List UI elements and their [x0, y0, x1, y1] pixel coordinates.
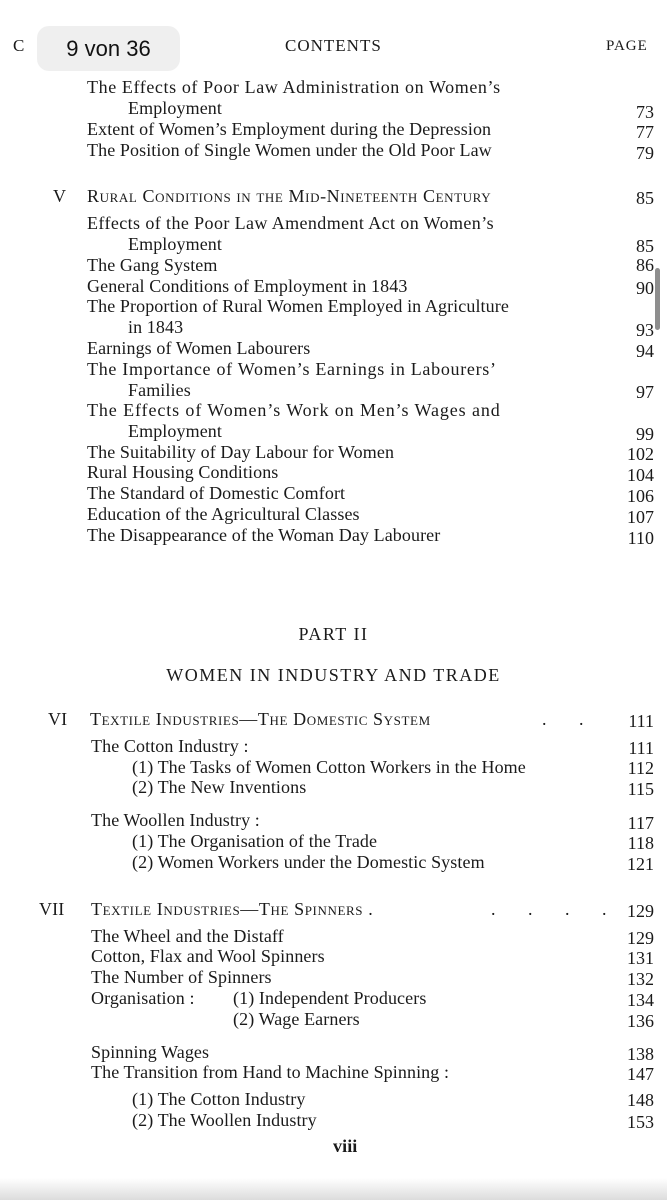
toc-page-number: 99 — [636, 424, 654, 444]
toc-page-number: 79 — [636, 143, 654, 163]
toc-page-number: 86 — [636, 255, 654, 275]
toc-page-number: 85 — [636, 236, 654, 256]
toc-page-number: 104 — [627, 465, 654, 485]
toc-entry[interactable]: (2) Wage Earners — [233, 1009, 360, 1029]
toc-entry[interactable]: in 1843 — [128, 317, 184, 337]
toc-entry[interactable]: The Effects of Women’s Work on Men’s Wages and — [87, 400, 501, 420]
toc-entry[interactable]: The Effects of Poor Law Administration on Women’s — [87, 77, 501, 97]
chapter-title[interactable]: Textile Industries—The Spinners . — [91, 899, 374, 919]
toc-page-number: 112 — [627, 758, 654, 778]
toc-entry[interactable]: The Proportion of Rural Women Employed in Agriculture — [87, 296, 509, 316]
toc-page-number: 97 — [636, 382, 654, 402]
chapter-title[interactable]: Textile Industries—The Domestic System — [90, 709, 431, 729]
bottom-edge — [0, 1178, 667, 1200]
toc-page-number: 147 — [627, 1064, 654, 1084]
toc-page-number: 121 — [627, 854, 654, 874]
toc-entry[interactable]: Organisation : — [91, 988, 195, 1008]
toc-page-number: 93 — [636, 320, 654, 340]
page-folio: viii — [333, 1136, 358, 1156]
toc-page-number: 102 — [627, 444, 654, 464]
toc-page-number: 129 — [627, 901, 654, 921]
toc-page-number: 136 — [627, 1011, 654, 1031]
toc-page-number: 107 — [627, 507, 654, 527]
chapter-number: VII — [39, 899, 65, 919]
toc-page-number: 148 — [627, 1090, 654, 1110]
toc-page-number: 94 — [636, 341, 654, 361]
toc-entry[interactable]: (1) The Cotton Industry — [132, 1089, 306, 1109]
toc-entry[interactable]: Employment — [128, 98, 222, 118]
toc-page-number: 106 — [627, 486, 654, 506]
toc-entry[interactable]: The Wheel and the Distaff — [91, 926, 284, 946]
toc-page-number: 85 — [636, 188, 654, 208]
toc-page-number: 90 — [636, 278, 654, 298]
toc-entry[interactable]: (1) The Tasks of Women Cotton Workers in the Home — [132, 757, 526, 777]
toc-entry[interactable]: The Transition from Hand to Machine Spinning : — [91, 1062, 450, 1082]
toc-page-number: 77 — [636, 122, 654, 142]
toc-entry[interactable]: The Gang System — [87, 255, 218, 275]
toc-page-number: 115 — [627, 779, 654, 799]
toc-entry[interactable]: Spinning Wages — [91, 1042, 210, 1062]
toc-entry[interactable]: Families — [128, 380, 191, 400]
toc-page-number: 153 — [627, 1112, 654, 1132]
toc-entry[interactable]: Rural Housing Conditions — [87, 462, 279, 482]
toc-entry[interactable]: Extent of Women’s Employment during the Depression — [87, 119, 492, 139]
toc-page-number: 129 — [627, 928, 654, 948]
toc-page-number: 117 — [627, 813, 654, 833]
page-indicator: 9 von 36 — [37, 26, 180, 71]
toc-entry[interactable]: (2) Women Workers under the Domestic System — [132, 852, 485, 872]
toc-entry[interactable]: (2) The New Inventions — [132, 777, 307, 797]
toc-page-number: 131 — [627, 948, 654, 968]
part-label: PART II — [298, 624, 369, 644]
chapter-number: VI — [48, 709, 68, 729]
toc-entry[interactable]: The Importance of Women’s Earnings in Labourers’ — [87, 359, 497, 379]
toc-entry[interactable]: (2) The Woollen Industry — [132, 1110, 317, 1130]
toc-page-number: 134 — [627, 990, 654, 1010]
toc-entry[interactable]: The Position of Single Women under the Old Poor Law — [87, 140, 492, 160]
toc-entry[interactable]: Effects of the Poor Law Amendment Act on Women’s — [87, 213, 495, 233]
toc-entry[interactable]: The Woollen Industry : — [91, 810, 260, 830]
toc-entry[interactable]: General Conditions of Employment in 1843 — [87, 276, 408, 296]
toc-entry[interactable]: Earnings of Women Labourers — [87, 338, 311, 358]
toc-page-number: 110 — [627, 528, 654, 548]
toc-page-number: 73 — [636, 102, 654, 122]
dot-leader: . . . . — [491, 899, 621, 919]
toc-entry[interactable]: The Standard of Domestic Comfort — [87, 483, 346, 503]
part-title: WOMEN IN INDUSTRY AND TRADE — [166, 665, 501, 685]
contents-heading: CONTENTS — [285, 36, 382, 55]
toc-entry[interactable]: The Cotton Industry : — [91, 736, 249, 756]
toc-page-number: 111 — [628, 738, 654, 758]
left-margin-glyph: C — [13, 36, 25, 55]
toc-entry[interactable]: The Number of Spinners — [91, 967, 272, 987]
dot-leader: . . — [542, 709, 598, 729]
toc-page-number: 111 — [628, 711, 654, 731]
scrollbar-thumb[interactable] — [655, 268, 660, 330]
toc-page-number: 138 — [627, 1044, 654, 1064]
page-column-label: PAGE — [606, 38, 648, 54]
chapter-title[interactable]: Rural Conditions in the Mid-Nineteenth Century — [87, 186, 492, 206]
toc-entry[interactable]: (1) The Organisation of the Trade — [132, 831, 378, 851]
toc-page-number: 118 — [627, 833, 654, 853]
chapter-number: V — [53, 186, 67, 206]
toc-entry[interactable]: Employment — [128, 421, 222, 441]
toc-entry[interactable]: The Suitability of Day Labour for Women — [87, 442, 395, 462]
toc-entry[interactable]: (1) Independent Producers — [233, 988, 427, 1008]
toc-page-number: 132 — [627, 969, 654, 989]
toc-entry[interactable]: Employment — [128, 234, 222, 254]
toc-entry[interactable]: Education of the Agricultural Classes — [87, 504, 360, 524]
toc-entry[interactable]: The Disappearance of the Woman Day Labourer — [87, 525, 441, 545]
toc-entry[interactable]: Cotton, Flax and Wool Spinners — [91, 946, 325, 966]
